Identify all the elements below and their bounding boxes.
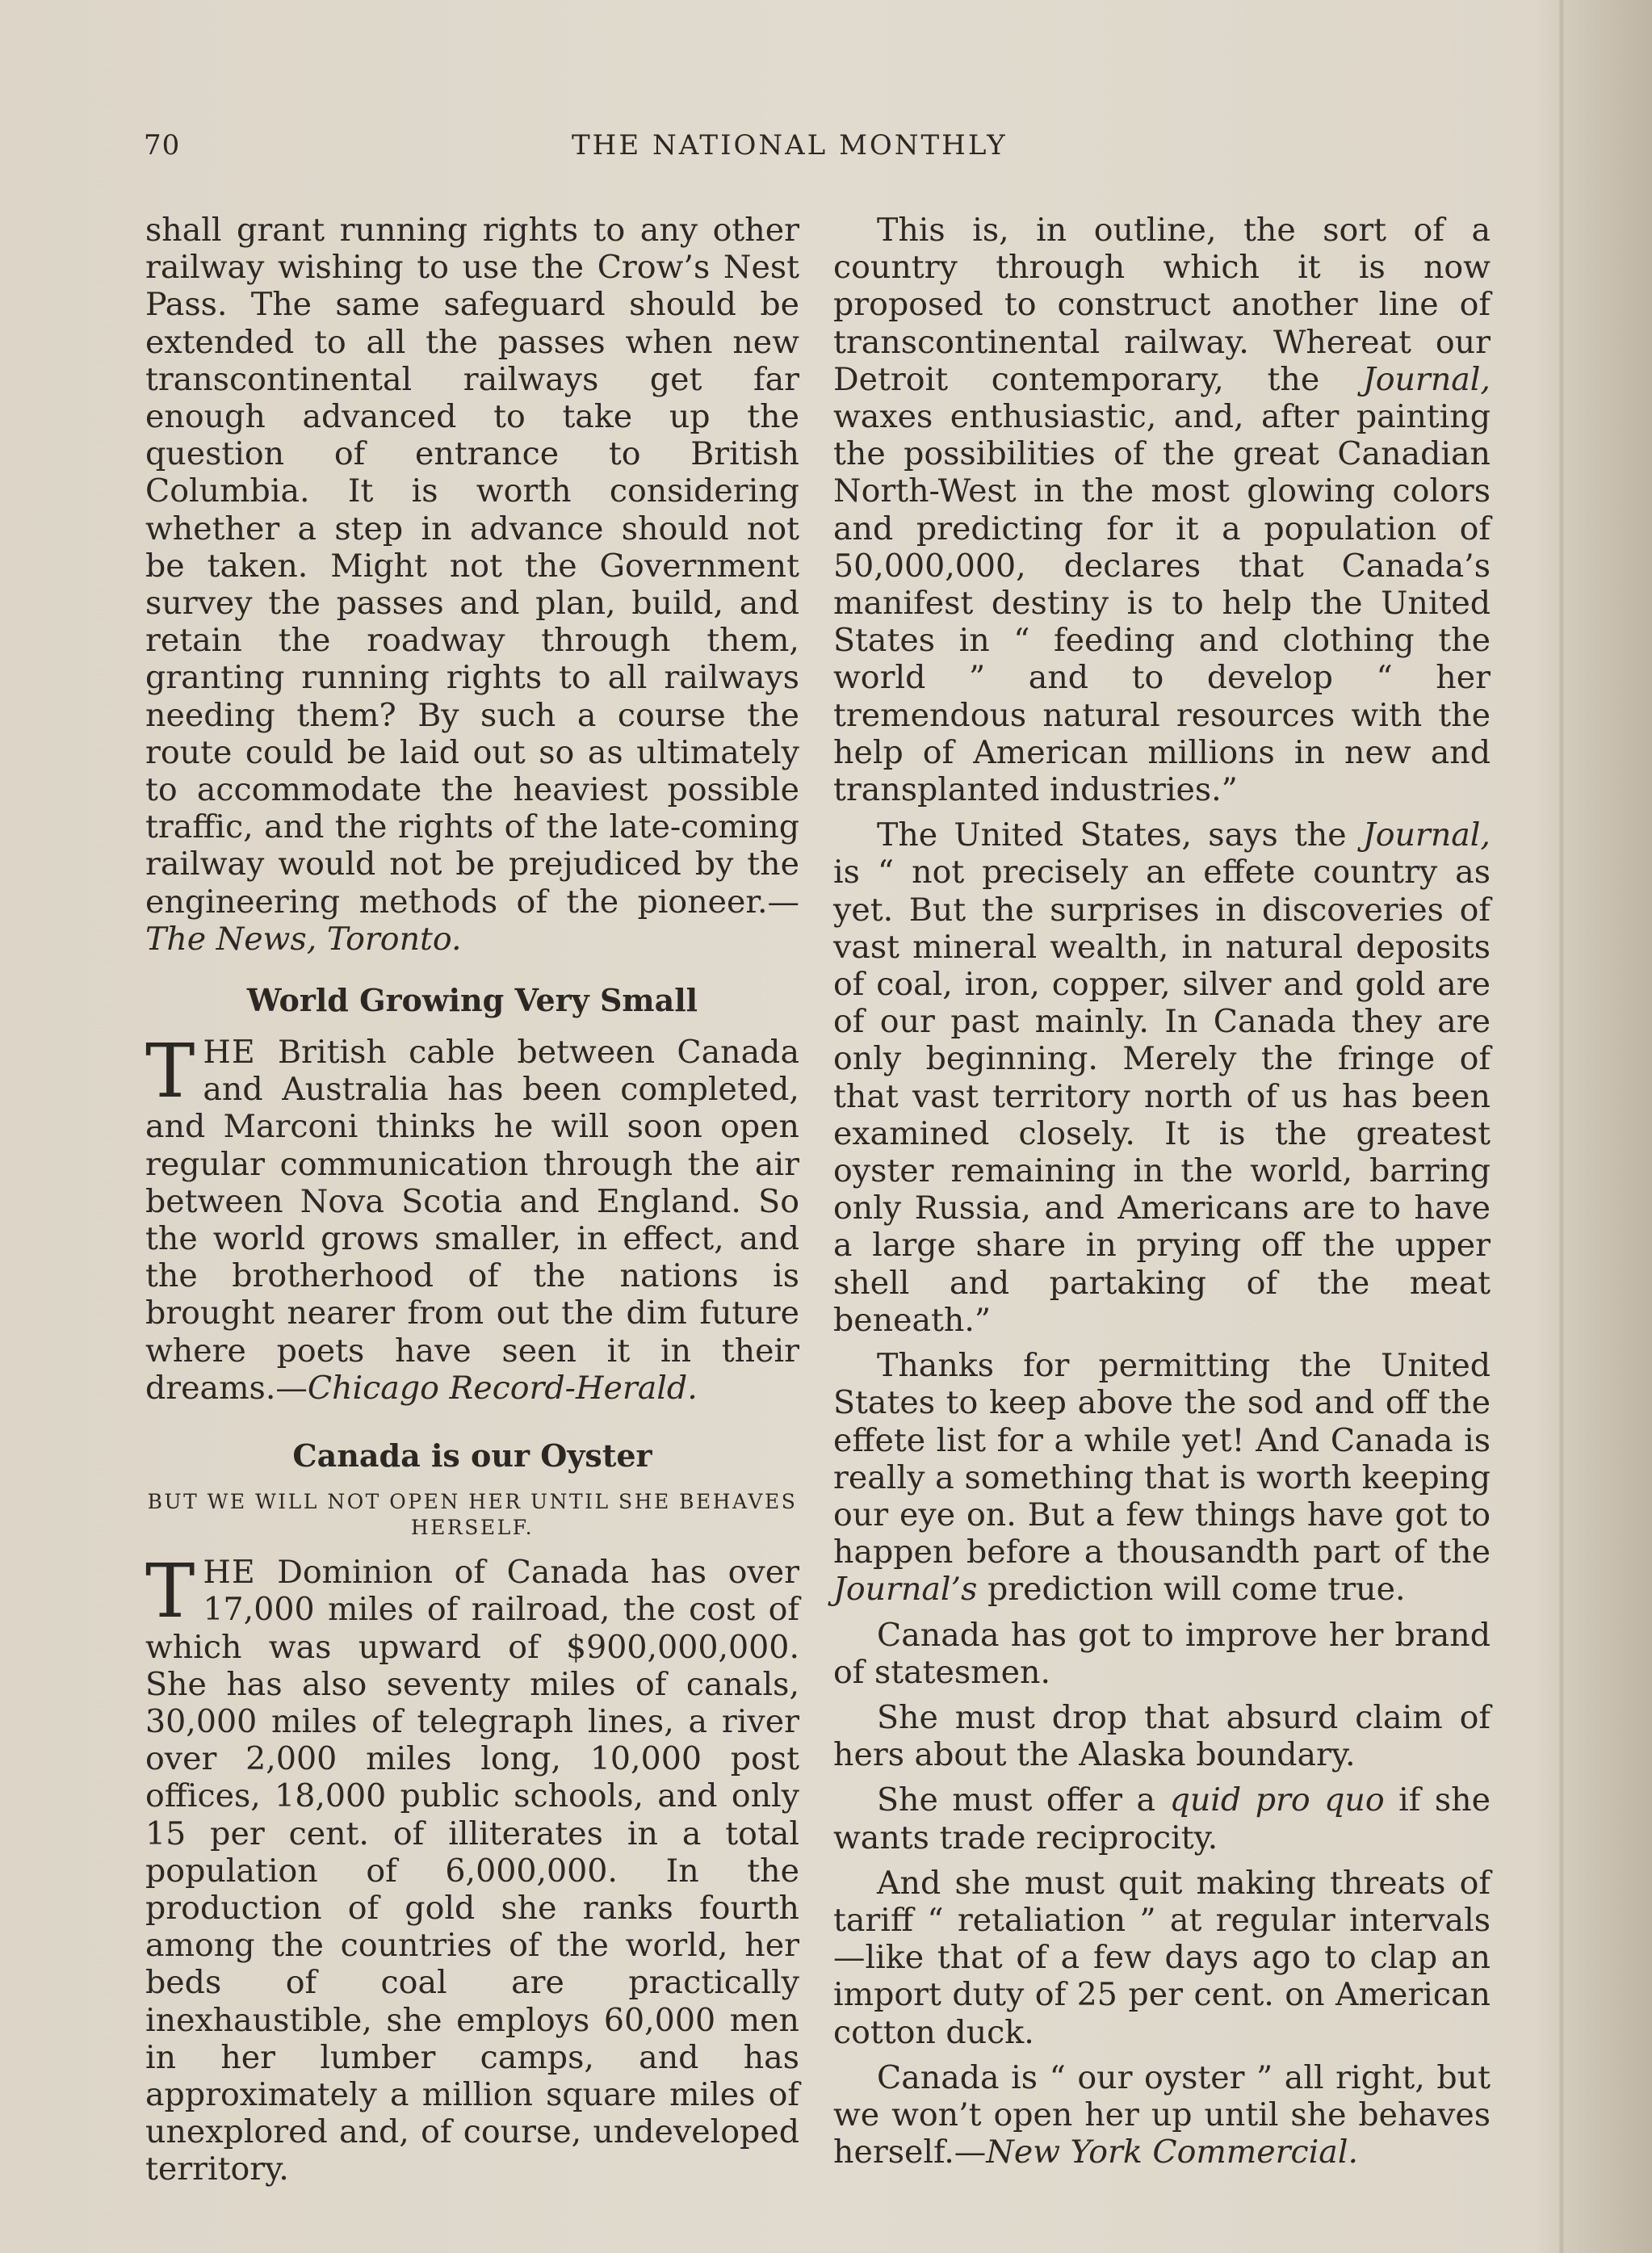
source-citation: The News, Toronto.: [145, 920, 462, 958]
paragraph: She must drop that absurd claim of hers about the Alaska boundary.: [833, 1698, 1491, 1774]
paragraph: Thanks for permitting the United States to keep above the sod and off the effete list for a while yet! And Canada is really a something that is worth keeping our eye on. But a few things have got to happen before a thousandth part of the Journal’s prediction will come true.: [833, 1347, 1491, 1609]
source-citation: New York Commercial.: [986, 2133, 1359, 2171]
left-column: [145, 212, 799, 2188]
drop-cap: T: [145, 1028, 195, 1115]
paragraph: And she must quit making threats of tariff “ retaliation ” at regular intervals —like that of a few days ago to clap an import duty of 25 per cent. on American cotton duck.: [833, 1864, 1491, 2051]
article-body-world-growing: THE British cable between Canada and Australia has been completed, and Marconi thinks he will soon open regular communication through the air between Nova Scotia and England. So the world grows smaller, in effect, and the brotherhood of the nations is brought nearer from out the dim future where poets have seen it in their dreams.—Chicago Record-Herald.: [145, 1028, 799, 1407]
continued-paragraph: shall grant running rights to any other railway wishing to use the Crow’s Nest Pass. The same safeguard should be extended to all the passes when new transcontinental railways get far enough advanced to take up the question of entrance to British Columbia. It is worth considering whether a step in advance should not be taken. Might not the Government survey the passes and plan, build, and retain the roadway through them, granting running rights to all railways needing them? By such a course the route could be laid out so as ultimately to accommodate the heaviest possible traffic, and the rights of the late-coming railway would not be prejudiced by the engineering methods of the pioneer.—The News, Toronto.: [145, 212, 799, 958]
drop-cap: T: [145, 1548, 195, 1635]
paragraph: This is, in outline, the sort of a country through which it is now proposed to construct another line of transcontinental railway. Whereat our Detroit contemporary, the Journal, waxes enthusiastic, and, after painting the possibilities of the great Canadian North-West in the most glowing colors and predicting for it a population of 50,000,000, declares that Canada’s manifest destiny is to help the United States in “ feeding and clothing the world ” and to develop “ her tremendous natural resources with the help of American millions in new and transplanted industries.”: [833, 212, 1491, 809]
article-subheading: BUT WE WILL NOT OPEN HER UNTIL SHE BEHAVES HERSELF.: [147, 1490, 798, 1540]
article-heading-canada-oyster: Canada is our Oyster: [292, 1437, 652, 1475]
page-edge-shadow: [1558, 0, 1565, 2253]
page-header: [144, 129, 1491, 178]
article-body-canada-oyster: THE Dominion of Canada has over 17,000 miles of railroad, the cost of which was upward of $900,000,000. She has also seventy miles of canals, 30,000 miles of telegraph lines, a river over 2,000 miles long, 10,000 post offices, 18,000 public schools, and only 15 per cent. of illiterates in a total population of 6,000,000. In the production of gold she ranks fourth among the countries of the world, her beds of coal are practically inexhaustible, she employs 60,000 men in her lumber camps, and has approximately a million square miles of unexplored and, of course, undeveloped territory.: [145, 1548, 799, 2188]
page-number: 70: [144, 129, 181, 162]
paragraph: Canada has got to improve her brand of statesmen.: [833, 1616, 1491, 1691]
article-heading-world-growing: World Growing Very Small: [246, 982, 698, 1019]
running-title: THE NATIONAL MONTHLY: [572, 129, 1008, 162]
right-column: [833, 212, 1491, 2171]
paragraph: She must offer a quid pro quo if she wants trade reciprocity.: [833, 1781, 1491, 1857]
paragraph: Canada is “ our oyster ” all right, but we won’t open her up until she behaves herself.—New York Commercial.: [833, 2058, 1491, 2171]
source-citation: Chicago Record-Herald.: [307, 1369, 698, 1407]
paragraph: The United States, says the Journal, is “ not precisely an effete country as yet. But the surprises in discoveries of vast mineral wealth, in natural deposits of coal, iron, copper, silver and gold are of our past mainly. In Canada they are only beginning. Merely the fringe of that vast territory north of us has been examined closely. It is the greatest oyster remaining in the world, barring only Russia, and Americans are to have a large share in prying off the upper shell and partaking of the meat beneath.”: [833, 816, 1491, 1339]
